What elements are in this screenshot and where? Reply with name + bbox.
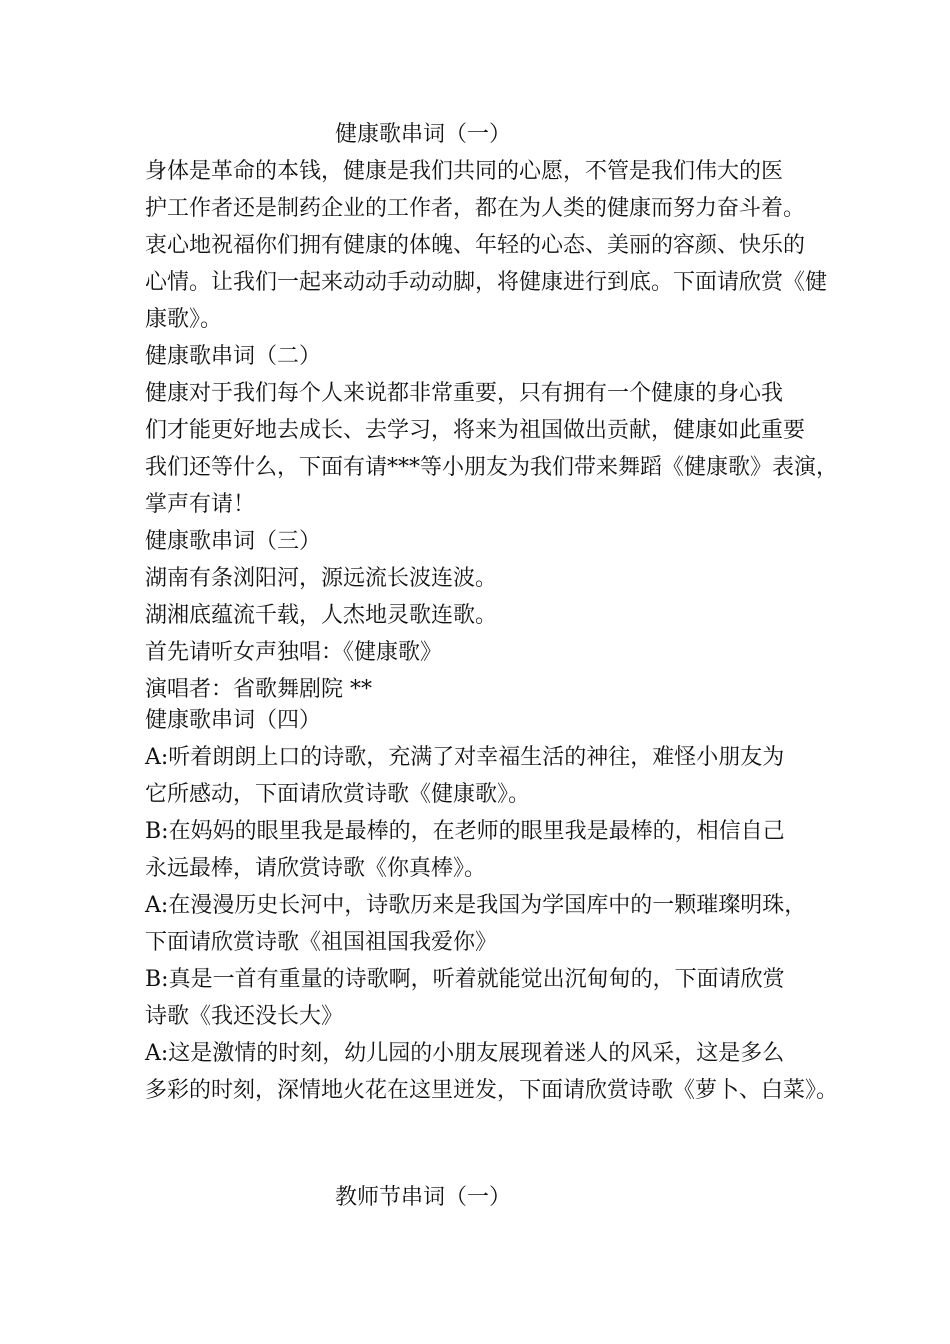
paragraph-line: 掌声有请！ <box>145 492 256 517</box>
paragraph-line: A:在漫漫历史长河中，诗歌历来是我国为学国库中的一颗璀璨明珠， <box>145 893 807 918</box>
paragraph-line: 湖湘底蕴流千载，人杰地灵歌连歌。 <box>145 603 498 628</box>
section3-title: 健康歌串词（三） <box>145 529 322 554</box>
paragraph-line: 演唱者：省歌舞剧院 ** <box>145 677 372 702</box>
paragraph-line: 健康对于我们每个人来说都非常重要，只有拥有一个健康的身心我 <box>145 381 784 406</box>
paragraph-line: B:真是一首有重量的诗歌啊，听着就能觉出沉甸甸的，下面请欣赏 <box>145 967 785 992</box>
paragraph-line: 衷心地祝福你们拥有健康的体魄、年轻的心态、美丽的容颜、快乐的 <box>145 233 806 258</box>
paragraph-line: 我们还等什么，下面有请***等小朋友为我们带来舞蹈《健康歌》表演， <box>145 455 839 480</box>
section5-title: 教师节串词（一） <box>335 1185 512 1210</box>
paragraph-line: 护工作者还是制药企业的工作者，都在为人类的健康而努力奋斗着。 <box>145 196 806 221</box>
section2-title: 健康歌串词（二） <box>145 344 322 369</box>
paragraph-line: A:听着朗朗上口的诗歌，充满了对幸福生活的神往，难怪小朋友为 <box>145 745 785 770</box>
paragraph-line: 多彩的时刻，深情地火花在这里迸发，下面请欣赏诗歌《萝卜、白菜》。 <box>145 1078 839 1103</box>
section4-title: 健康歌串词（四） <box>145 708 322 733</box>
paragraph-line: 首先请听女声独唱：《健康歌》 <box>145 640 443 665</box>
paragraph-line: B:在妈妈的眼里我是最棒的，在老师的眼里我是最棒的，相信自己 <box>145 819 785 844</box>
paragraph-line: 湖南有条浏阳河，源远流长波连波。 <box>145 566 498 591</box>
paragraph-line: 康歌》。 <box>145 307 223 332</box>
paragraph-line: 下面请欣赏诗歌《祖国祖国我爱你》 <box>145 930 498 955</box>
paragraph-line: 身体是革命的本钱，健康是我们共同的心愿，不管是我们伟大的医 <box>145 159 784 184</box>
paragraph-line: 们才能更好地去成长、去学习，将来为祖国做出贡献，健康如此重要 <box>145 418 806 443</box>
paragraph-line: 它所感动，下面请欣赏诗歌《健康歌》。 <box>145 782 531 807</box>
paragraph-line: 永远最棒，请欣赏诗歌《你真棒》。 <box>145 856 487 881</box>
section1-title: 健康歌串词（一） <box>335 122 512 147</box>
paragraph-line: A:这是激情的时刻，幼儿园的小朋友展现着迷人的风采，这是多么 <box>145 1041 785 1066</box>
paragraph-line: 诗歌《我还没长大》 <box>145 1004 344 1029</box>
paragraph-line: 心情。让我们一起来动动手动动脚，将健康进行到底。下面请欣赏《健 <box>145 270 828 295</box>
